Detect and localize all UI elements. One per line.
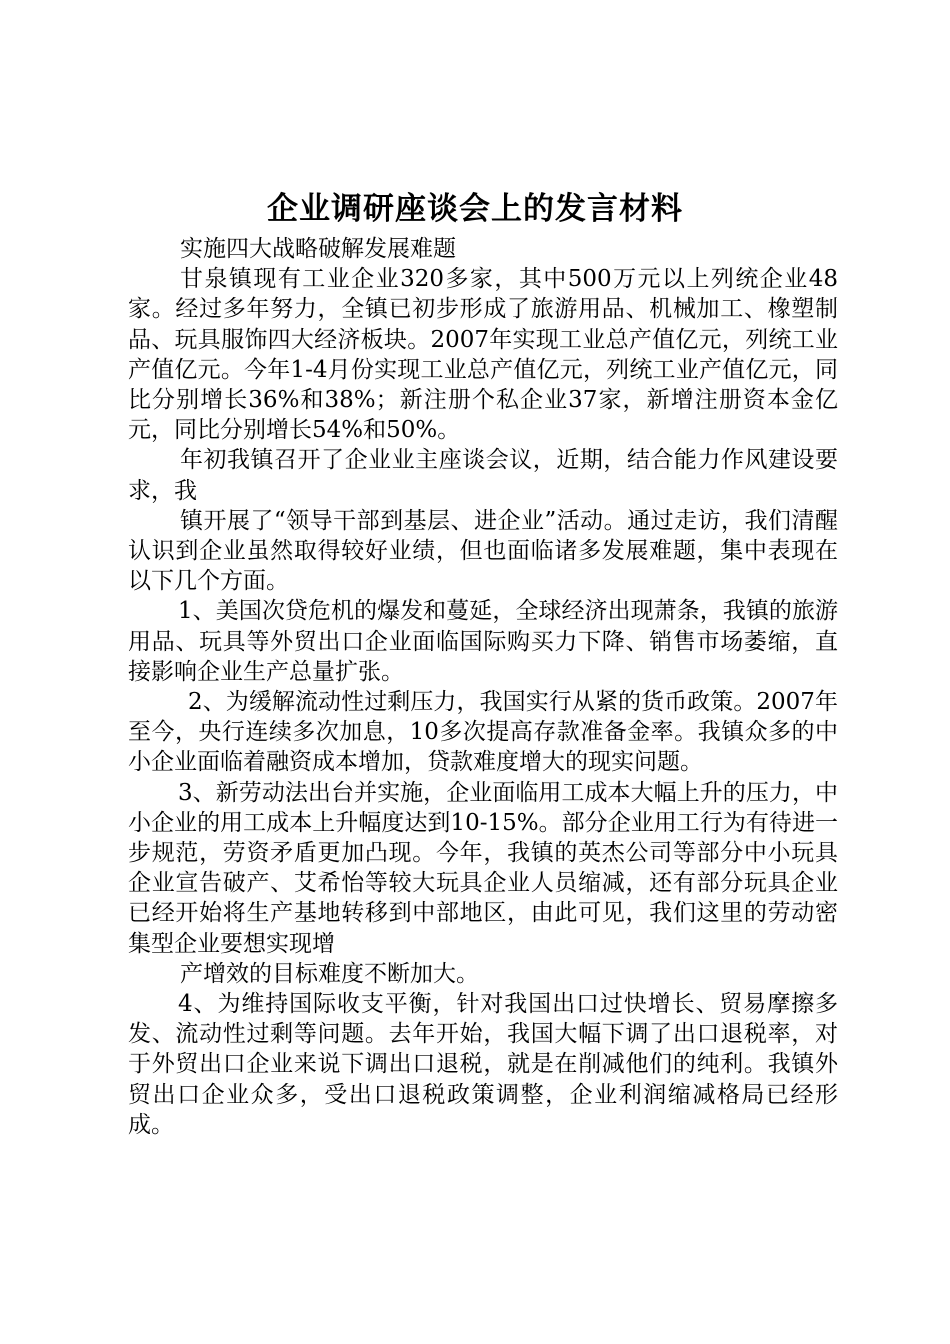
paragraph-point-4: 4、为维持国际收支平衡，针对我国出口过快增长、贸易摩擦多发、流动性过剩等问题。去年开始，我国大幅下调了出口退税率，对于外贸出口企业来说下调出口退税，就是在削减他们的纯利。我镇外贸出口企业众多，受出口退税政策调整，企业利润缩减格局已经形成。: [128, 991, 838, 1138]
paragraph-subtitle: 实施四大战略破解发展难题: [180, 236, 456, 262]
paragraph-point-2: 2、为缓解流动性过剩压力，我国实行从紧的货币政策。2007年至今，央行连续多次加息，10多次提高存款准备金率。我镇众多的中小企业面临着融资成本增加，贷款难度增大的现实问题。: [128, 689, 838, 776]
paragraph-overview: 甘泉镇现有工业企业320多家，其中500万元以上列统企业48家。经过多年努力，全镇已初步形成了旅游用品、机械加工、橡塑制品、玩具服饰四大经济板块。2007年实现工业总产值亿元，列统工业产值亿元。今年1-4月份实现工业总产值亿元，列统工业产值亿元，同比分别增长36%和38%；新注册个私企业37家，新增注册资本金亿元，同比分别增长54%和50%。: [128, 266, 838, 444]
paragraph-point-3-cont: 产增效的目标难度不断加大。: [180, 960, 479, 987]
document-body: [128, 234, 838, 1140]
paragraph-point-3: 3、新劳动法出台并实施，企业面临用工成本大幅上升的压力，中小企业的用工成本上升幅度达到10-15%。部分企业用工行为有待进一步规范，劳资矛盾更加凸现。今年，我镇的英杰公司等部分中小玩具企业宣告破产、艾希怡等较大玩具企业人员缩减，还有部分玩具企业已经开始将生产基地转移到中部地区，由此可见，我们这里的劳动密集型企业要想实现增: [128, 779, 838, 957]
paragraph-meeting: 年初我镇召开了企业业主座谈会议，近期，结合能力作风建设要求，我: [128, 447, 838, 504]
paragraph-point-1: 1、美国次贷危机的爆发和蔓延，全球经济出现萧条，我镇的旅游用品、玩具等外贸出口企业面临国际购买力下降、销售市场萎缩，直接影响企业生产总量扩张。: [128, 598, 838, 685]
paragraph-visit: 镇开展了“领导干部到基层、进企业”活动。通过走访，我们清醒认识到企业虽然取得较好业绩，但也面临诸多发展难题，集中表现在以下几个方面。: [128, 507, 838, 595]
document-title: 企业调研座谈会上的发言材料: [267, 191, 683, 227]
